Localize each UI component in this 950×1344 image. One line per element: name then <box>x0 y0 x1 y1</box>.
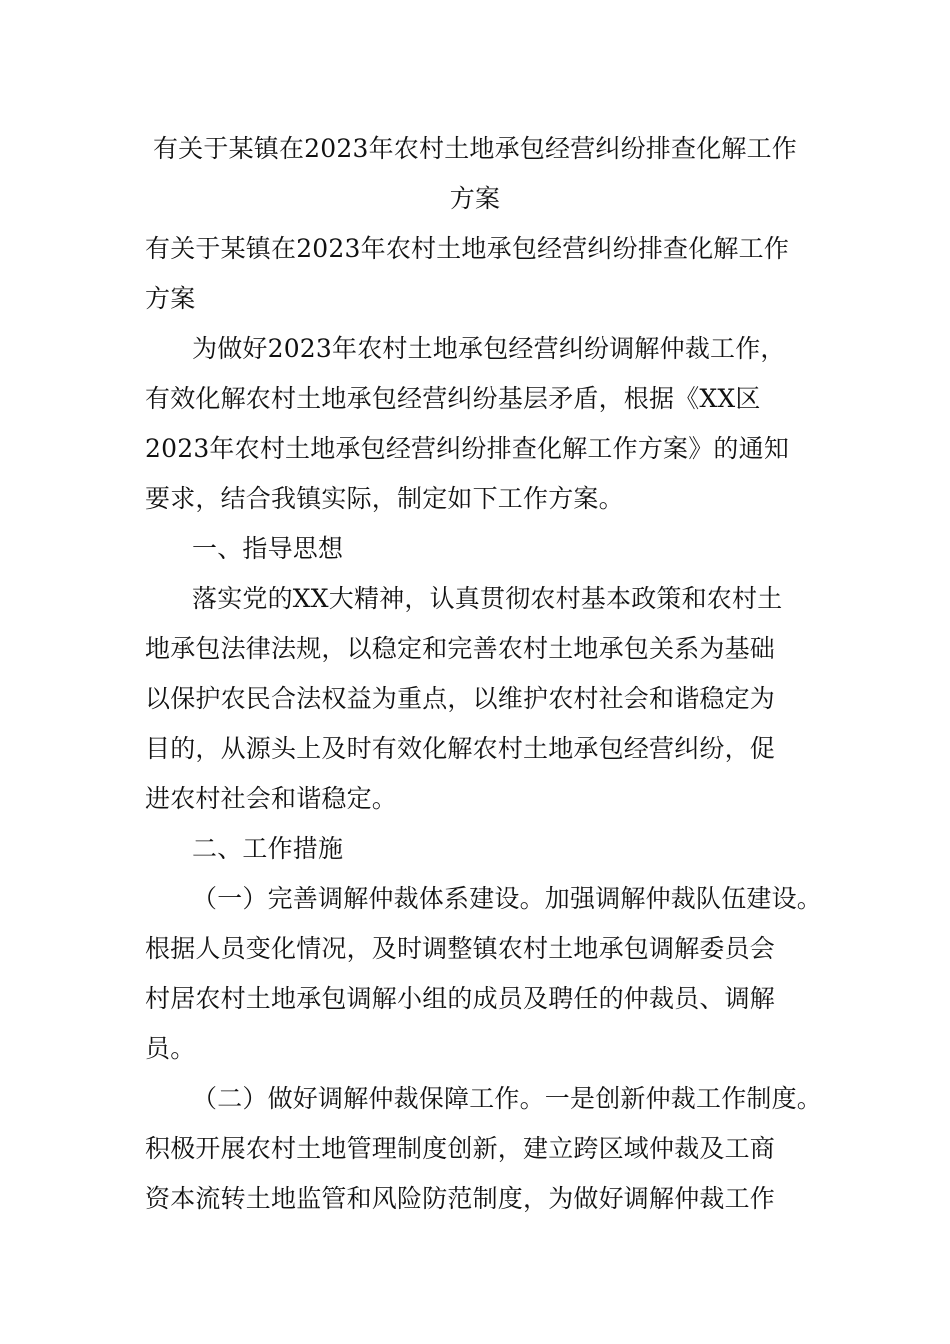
document-title-line-2: 方案 <box>449 184 501 213</box>
section-heading-guiding-thought: 一、指导思想 <box>192 534 344 563</box>
measure-2-line: 积极开展农村土地管理制度创新，建立跨区域仲裁及工商 <box>145 1134 776 1163</box>
measure-2-line: 资本流转土地监管和风险防范制度，为做好调解仲裁工作 <box>145 1184 776 1213</box>
measure-1-line: （一）完善调解仲裁体系建设。加强调解仲裁队伍建设。 <box>192 884 823 913</box>
document-subtitle-line-1: 有关于某镇在2023年农村土地承包经营纠纷排查化解工作 <box>145 234 790 263</box>
section-heading-work-measures: 二、工作措施 <box>192 834 344 863</box>
measure-1-line: 根据人员变化情况，及时调整镇农村土地承包调解委员会 <box>145 934 776 963</box>
measure-2-line: （二）做好调解仲裁保障工作。一是创新仲裁工作制度。 <box>192 1084 823 1113</box>
intro-line: 有效化解农村土地承包经营纠纷基层矛盾，根据《XX区 <box>145 384 761 413</box>
section-body-line: 进农村社会和谐稳定。 <box>145 784 398 813</box>
section-body-line: 落实党的XX大精神，认真贯彻农村基本政策和农村土 <box>192 584 783 613</box>
intro-line: 2023年农村土地承包经营纠纷排查化解工作方案》的通知 <box>145 434 790 463</box>
section-body-line: 目的，从源头上及时有效化解农村土地承包经营纠纷，促 <box>145 734 776 763</box>
measure-1-line: 员。 <box>145 1034 196 1063</box>
section-body-line: 地承包法律法规，以稳定和完善农村土地承包关系为基础 <box>145 634 776 663</box>
section-body-line: 以保护农民合法权益为重点，以维护农村社会和谐稳定为 <box>145 684 776 713</box>
measure-1-line: 村居农村土地承包调解小组的成员及聘任的仲裁员、调解 <box>145 984 776 1013</box>
document-subtitle-line-2: 方案 <box>145 284 196 313</box>
intro-line: 要求，结合我镇实际，制定如下工作方案。 <box>145 484 624 513</box>
intro-line: 为做好2023年农村土地承包经营纠纷调解仲裁工作， <box>192 334 786 363</box>
document-title-line-1: 有关于某镇在2023年农村土地承包经营纠纷排查化解工作 <box>152 134 798 163</box>
